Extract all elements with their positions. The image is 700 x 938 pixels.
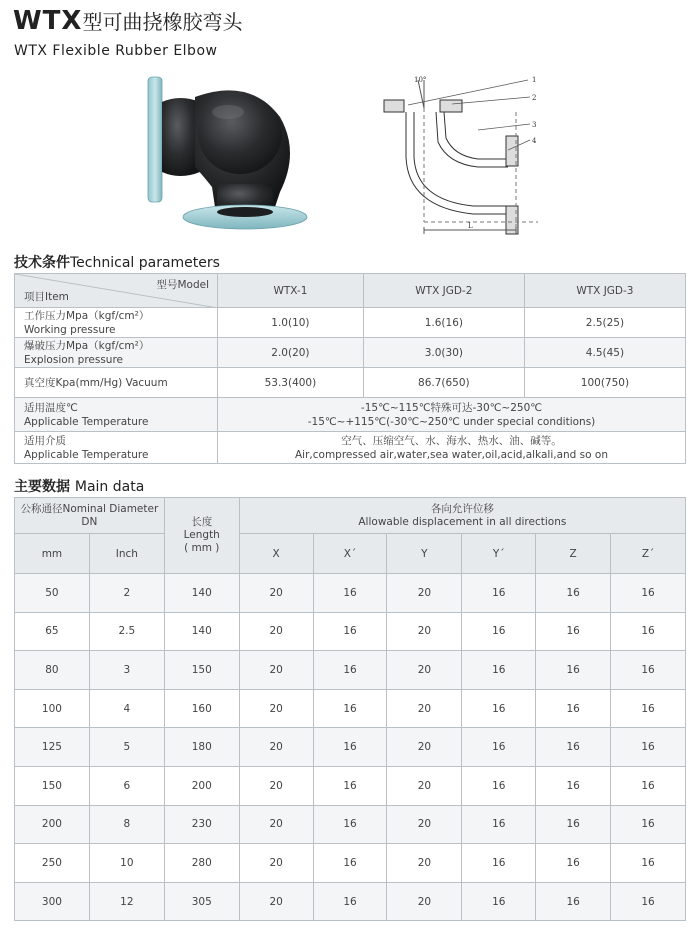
table-cell: 20 — [387, 882, 462, 921]
model-1: WTX-1 — [218, 274, 364, 308]
table-cell: 200 — [15, 805, 90, 844]
dimension-label: L — [468, 222, 473, 230]
table-cell: 20 — [239, 612, 313, 651]
table-cell: 20 — [239, 844, 313, 883]
col-y-prime: Y´ — [462, 534, 536, 574]
table-row — [15, 432, 686, 464]
length-header: 长度 Length ( mm ) — [164, 498, 239, 574]
main-section-cn: 主要数据 — [14, 479, 70, 495]
table-cell: 16 — [536, 612, 611, 651]
table-cell: 8 — [89, 805, 164, 844]
table-cell: 20 — [239, 689, 313, 728]
table-cell: 20 — [387, 766, 462, 805]
callout-3: 3 — [532, 121, 537, 129]
table-cell: 16 — [536, 728, 611, 767]
table-row — [15, 574, 686, 613]
table-cell: 2 — [89, 574, 164, 613]
table-cell: 16 — [462, 689, 536, 728]
table-cell: 16 — [462, 651, 536, 690]
table-cell: 20 — [387, 728, 462, 767]
table-cell: 16 — [611, 689, 686, 728]
table-cell: 16 — [611, 844, 686, 883]
table-cell: 16 — [611, 651, 686, 690]
table-cell: 16 — [462, 766, 536, 805]
table-row — [15, 805, 686, 844]
table-cell: 16 — [313, 805, 387, 844]
table-cell: 20 — [387, 805, 462, 844]
cell: 53.3(400) — [218, 368, 364, 398]
table-row — [15, 689, 686, 728]
table-row — [15, 882, 686, 921]
cell: 2.5(25) — [524, 308, 685, 338]
table-row — [15, 612, 686, 651]
table-cell: 16 — [611, 728, 686, 767]
table-cell: 230 — [164, 805, 239, 844]
col-z: Z — [536, 534, 611, 574]
header-item: 项目Item — [24, 291, 69, 303]
table-cell: 20 — [387, 844, 462, 883]
table-cell: 16 — [462, 805, 536, 844]
table-cell: 16 — [313, 689, 387, 728]
table-row — [15, 728, 686, 767]
table-cell: 16 — [536, 766, 611, 805]
table-cell: 150 — [164, 651, 239, 690]
cell: 1.6(16) — [363, 308, 524, 338]
table-cell: 125 — [15, 728, 90, 767]
table-cell: 20 — [239, 805, 313, 844]
table-cell: 16 — [536, 844, 611, 883]
table-cell: 100 — [15, 689, 90, 728]
product-title-en: WTX Flexible Rubber Elbow — [14, 43, 218, 59]
table-cell: 16 — [462, 728, 536, 767]
table-cell: 180 — [164, 728, 239, 767]
table-cell: 160 — [164, 689, 239, 728]
table-cell: 280 — [164, 844, 239, 883]
displacement-header: 各向允许位移 Allowable displacement in all directions — [239, 498, 685, 534]
table-cell: 16 — [462, 844, 536, 883]
table-cell: 16 — [313, 844, 387, 883]
model-2: WTX JGD-2 — [363, 274, 524, 308]
temperature-cell: -15℃~115℃特殊可达-30℃~250℃ -15℃~+115℃(-30℃~250℃ under special conditions) — [218, 398, 686, 432]
table-cell: 16 — [313, 728, 387, 767]
callout-2: 2 — [532, 94, 537, 102]
table-cell: 16 — [611, 574, 686, 613]
table-cell: 16 — [536, 651, 611, 690]
table-cell: 16 — [536, 574, 611, 613]
col-inch: Inch — [89, 534, 164, 574]
table-cell: 20 — [387, 689, 462, 728]
table-cell: 10 — [89, 844, 164, 883]
header-diagonal-cell — [15, 274, 218, 308]
table-header-row — [15, 274, 686, 308]
table-cell: 150 — [15, 766, 90, 805]
table-cell: 65 — [15, 612, 90, 651]
table-cell: 5 — [89, 728, 164, 767]
table-cell: 16 — [611, 766, 686, 805]
table-cell: 80 — [15, 651, 90, 690]
media-cell: 空气、压缩空气、水、海水、热水、油、碱等。 Air,compressed air,water,sea water,oil,acid,alkali,and so on — [218, 432, 686, 464]
table-row — [15, 844, 686, 883]
table-cell: 300 — [15, 882, 90, 921]
callout-1: 1 — [532, 76, 537, 84]
row-label: 真空度Kpa(mm/Hg) Vacuum — [15, 368, 218, 398]
table-cell: 305 — [164, 882, 239, 921]
table-cell: 2.5 — [89, 612, 164, 651]
header-model: 型号Model — [156, 279, 209, 291]
table-cell: 50 — [15, 574, 90, 613]
table-cell: 16 — [462, 882, 536, 921]
main-data-table — [14, 497, 686, 921]
header-row-2 — [15, 534, 686, 574]
row-label: 适用介质 Applicable Temperature — [15, 432, 218, 464]
callout-4: 4 — [532, 137, 537, 145]
col-mm: mm — [15, 534, 90, 574]
main-section-en: Main data — [74, 479, 145, 495]
table-cell: 250 — [15, 844, 90, 883]
table-cell: 16 — [536, 689, 611, 728]
table-cell: 16 — [462, 612, 536, 651]
main-data-body — [15, 574, 686, 921]
table-cell: 20 — [239, 882, 313, 921]
table-cell: 16 — [536, 805, 611, 844]
table-row — [15, 338, 686, 368]
table-cell: 16 — [313, 612, 387, 651]
header-row-1 — [15, 498, 686, 534]
table-cell: 20 — [387, 612, 462, 651]
model-3: WTX JGD-3 — [524, 274, 685, 308]
table-cell: 4 — [89, 689, 164, 728]
table-cell: 16 — [313, 574, 387, 613]
main-section-title — [14, 476, 144, 496]
table-cell: 200 — [164, 766, 239, 805]
table-cell: 16 — [611, 882, 686, 921]
table-cell: 16 — [462, 574, 536, 613]
table-cell: 20 — [387, 651, 462, 690]
row-label: 适用温度℃ Applicable Temperature — [15, 398, 218, 432]
nominal-diameter-header: 公称通径Nominal Diameter DN — [15, 498, 165, 534]
table-row — [15, 398, 686, 432]
col-z-prime: Z´ — [611, 534, 686, 574]
table-cell: 16 — [313, 882, 387, 921]
technical-parameters-table — [14, 273, 686, 464]
cell: 4.5(45) — [524, 338, 685, 368]
table-cell: 20 — [239, 766, 313, 805]
tech-section-en: Technical parameters — [70, 255, 220, 271]
table-cell: 16 — [313, 766, 387, 805]
table-cell: 20 — [387, 574, 462, 613]
table-cell: 3 — [89, 651, 164, 690]
table-cell: 16 — [536, 882, 611, 921]
col-x-prime: X´ — [313, 534, 387, 574]
table-cell: 6 — [89, 766, 164, 805]
col-y: Y — [387, 534, 462, 574]
table-cell: 20 — [239, 651, 313, 690]
tech-section-cn: 技术条件 — [14, 255, 70, 271]
cell: 1.0(10) — [218, 308, 364, 338]
product-code: WTX — [13, 6, 83, 36]
cell: 2.0(20) — [218, 338, 364, 368]
product-title-cn: 型可曲挠橡胶弯头 — [82, 10, 243, 34]
table-cell: 12 — [89, 882, 164, 921]
cell: 3.0(30) — [363, 338, 524, 368]
table-row — [15, 766, 686, 805]
cell: 100(750) — [524, 368, 685, 398]
table-cell: 20 — [239, 574, 313, 613]
product-photo — [140, 72, 310, 237]
page-title — [13, 6, 242, 36]
cross-section-drawing — [378, 72, 548, 244]
angle-label: 10° — [414, 76, 427, 84]
table-cell: 140 — [164, 612, 239, 651]
row-label: 工作压力Mpa（kgf/cm²） Working pressure — [15, 308, 218, 338]
table-cell: 16 — [611, 805, 686, 844]
table-cell: 16 — [313, 651, 387, 690]
table-row — [15, 308, 686, 338]
tech-section-title — [14, 252, 220, 272]
table-cell: 140 — [164, 574, 239, 613]
row-label: 爆破压力Mpa（kgf/cm²） Explosion pressure — [15, 338, 218, 368]
table-row — [15, 368, 686, 398]
table-cell: 16 — [611, 612, 686, 651]
col-x: X — [239, 534, 313, 574]
table-cell: 20 — [239, 728, 313, 767]
table-row — [15, 651, 686, 690]
cell: 86.7(650) — [363, 368, 524, 398]
